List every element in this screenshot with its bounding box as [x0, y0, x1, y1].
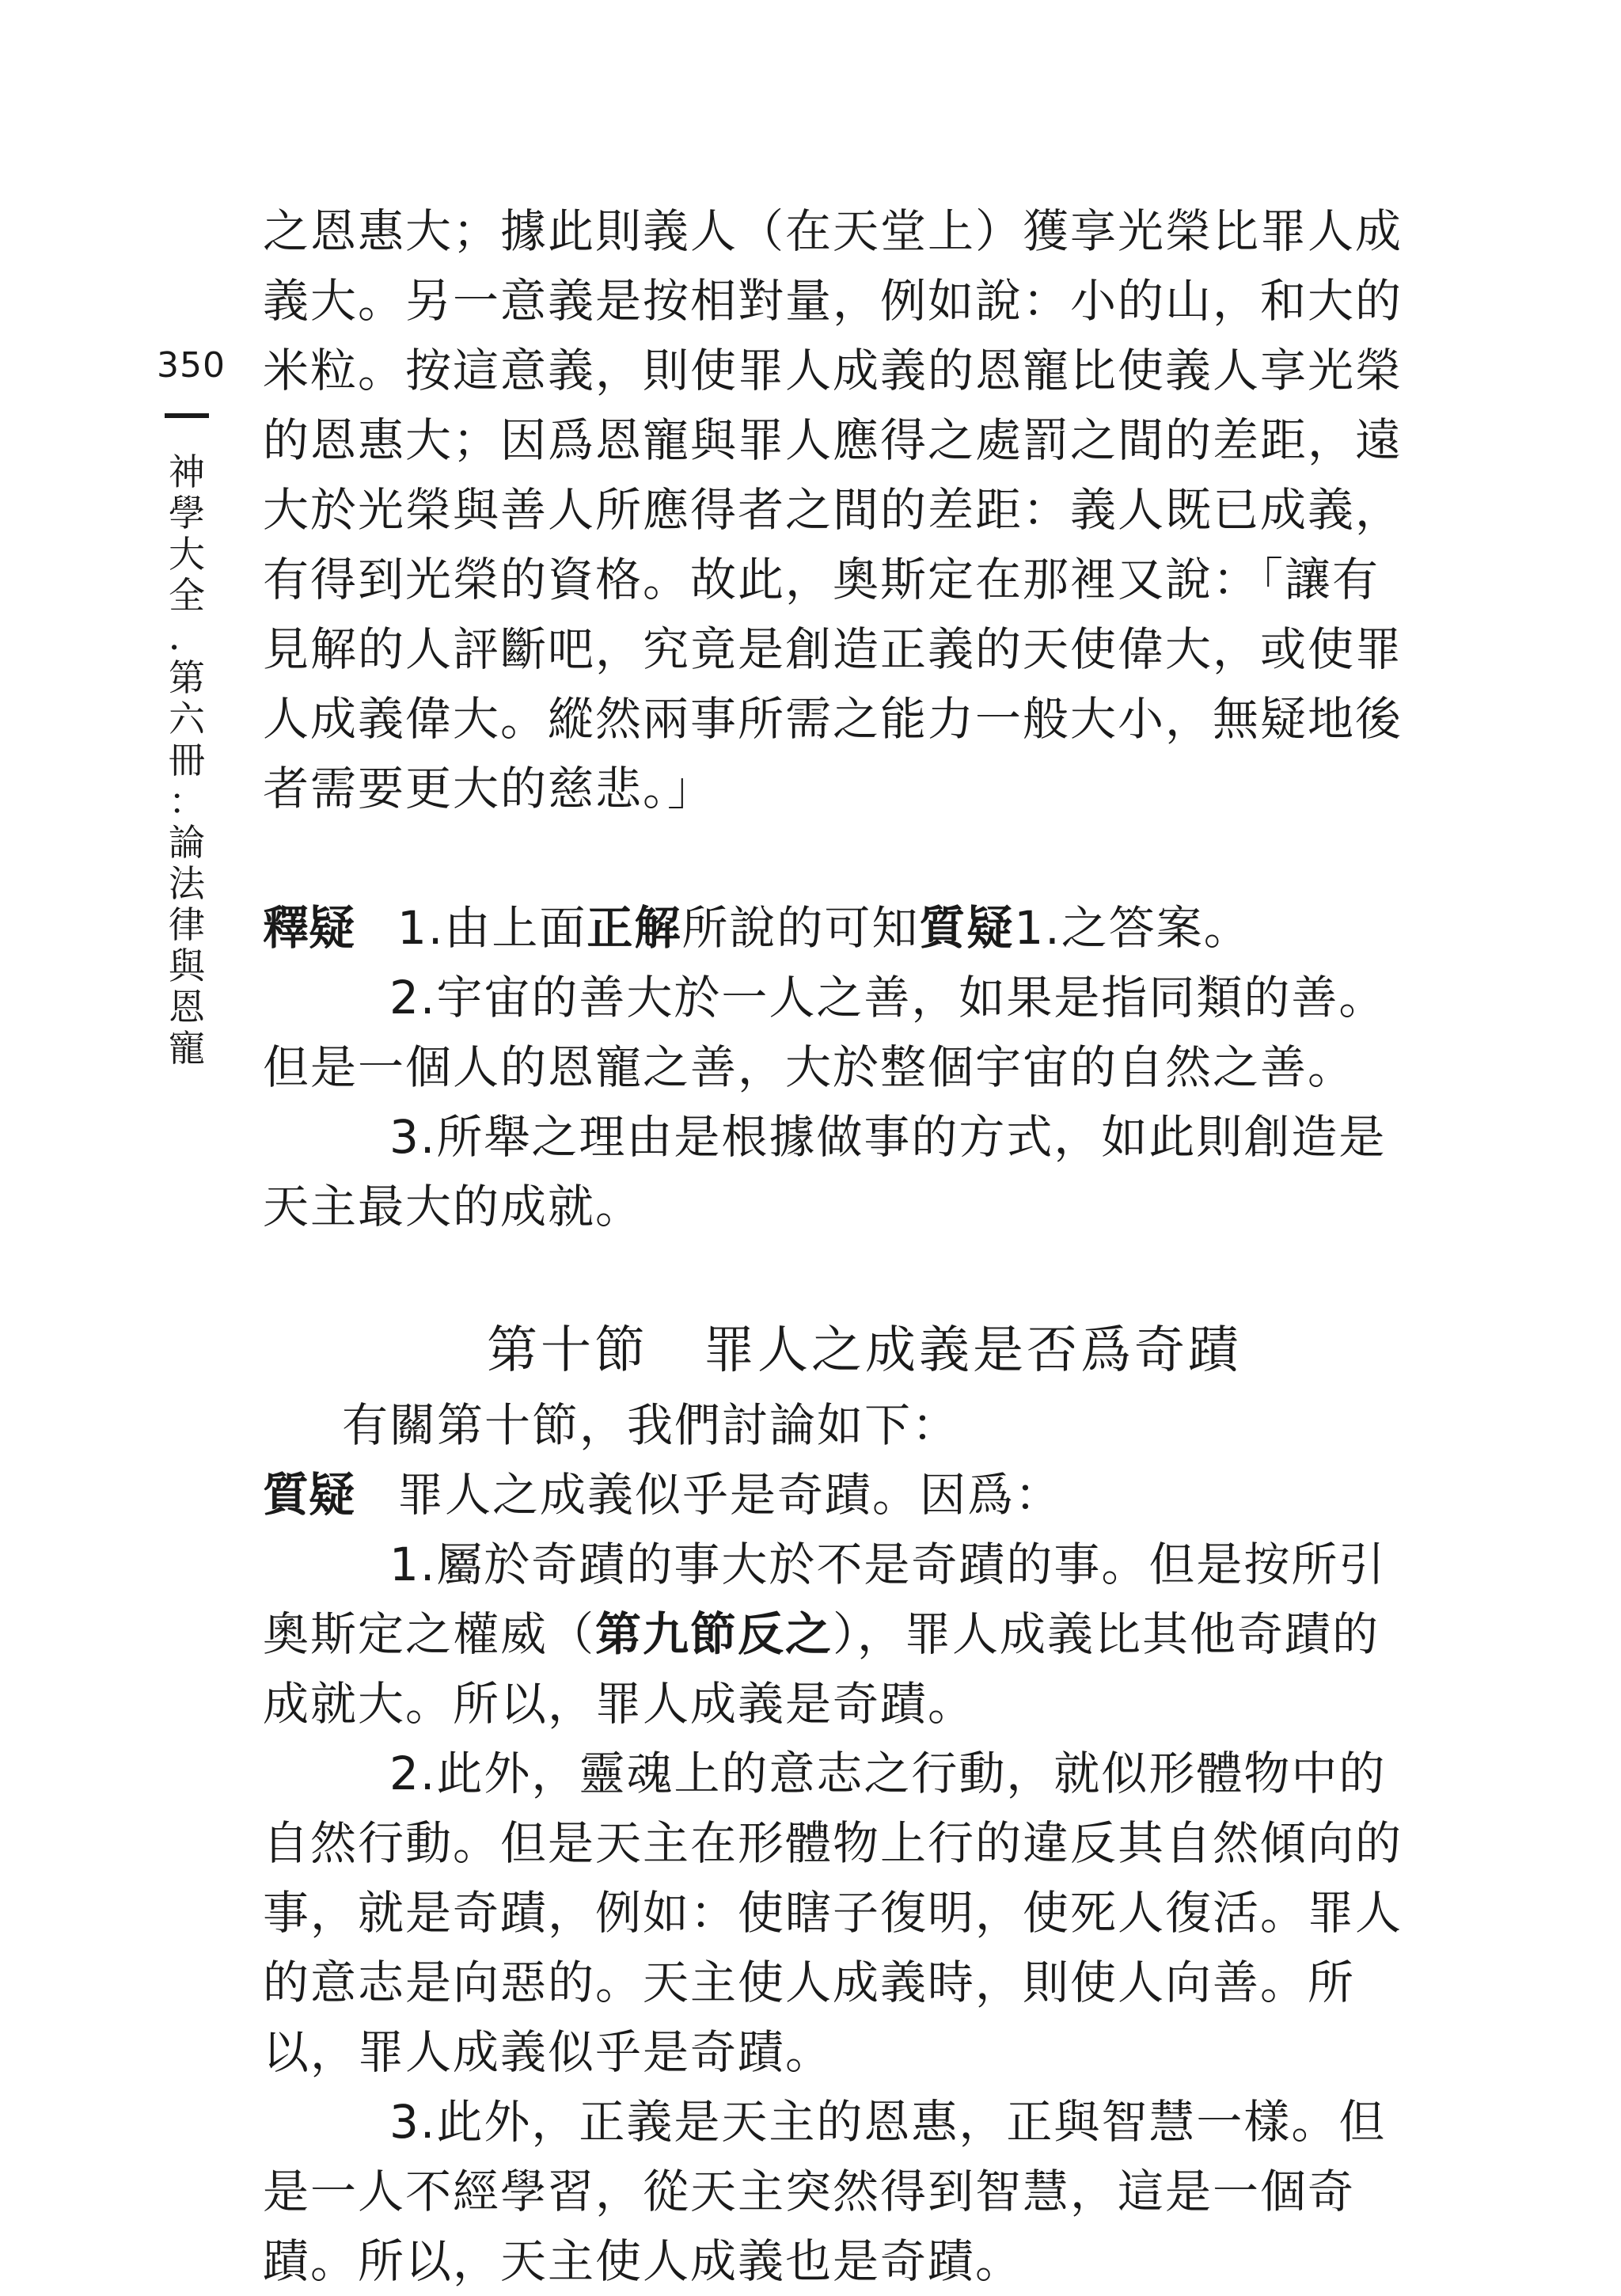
section-number: 第十節: [487, 1321, 648, 1380]
running-header-char: 冊: [169, 739, 205, 781]
paragraph-gap: [263, 823, 1418, 893]
reply-1-ref-bold-2: 質疑: [919, 901, 1015, 955]
running-header-char: 法: [169, 862, 205, 905]
objection-intro-text: 罪人之成義似乎是奇蹟。因爲：: [397, 1468, 1063, 1522]
reply-3: 3.所舉之理由是根據做事的方式，如此則創造是天主最大的成就。: [263, 1110, 1387, 1234]
paragraph-continuation: 之恩惠大；據此則義人（在天堂上）獲享光榮比罪人成義大。另一意義是按相對量，例如說：小的山，和大的米粒。按這意義，則使罪人成義的恩寵比使義人享光榮的恩惠大；因爲恩寵與罪人應得之處罰之間的差距，遠大於光榮與善人所應得者之間的差距：義人既已成義，有得到光榮的資格。故此，奧斯定在那裡又說：「讓有見解的人評斷吧，究竟是創造正義的天使偉大，或使罪人成義偉大。縱然兩事所需之能力一般大小，無疑地後者需要更大的慈悲。」: [263, 204, 1403, 815]
page-number: 350: [157, 345, 226, 386]
reply-label: 釋疑: [263, 901, 355, 955]
objection-3: 3.此外，正義是天主的恩惠，正與智慧一樣。但是一人不經學習，從天主突然得到智慧，這是一個奇蹟。所以，天主使人成義也是奇蹟。: [263, 2095, 1387, 2288]
running-header-char: 六: [169, 698, 205, 740]
running-header: [165, 451, 209, 1069]
running-header-char: 與: [169, 945, 205, 987]
running-header-char: 學: [169, 492, 205, 534]
objection-1: [263, 1530, 1418, 1739]
body-text: [263, 196, 1418, 2296]
running-header-char: ．: [169, 615, 205, 658]
section-heading: [263, 1311, 1418, 1390]
section-title: 罪人之成義是否爲奇蹟: [704, 1321, 1242, 1380]
objection-label: 質疑: [263, 1468, 355, 1522]
reply-1-text-c: 1.之答案。: [1014, 901, 1251, 955]
reply-1-text-a: 1.由上面: [397, 901, 587, 955]
running-header-char: 神: [169, 450, 205, 493]
running-header-char: 論: [169, 821, 205, 864]
objection-1-text-b: ），罪人成義比其他奇蹟的成就大。所以，罪人成義是奇蹟。: [263, 1607, 1380, 1731]
objection-1-ref-bold: 第九節反之: [595, 1607, 833, 1661]
objection-1-text-a: 1.屬於奇蹟的事大於不是奇蹟的事。但是按所引奧斯定之權威（: [263, 1538, 1387, 1661]
running-header-char: 第: [169, 656, 205, 699]
section-gap: [263, 1241, 1418, 1311]
reply-1-ref-bold-1: 正解: [587, 901, 682, 955]
reply-1: [263, 893, 1418, 963]
running-header-char: 全: [169, 574, 205, 617]
reply-1-text-b: 所說的可知: [681, 901, 920, 955]
running-header-char: ：: [169, 780, 205, 823]
reply-2: 2.宇宙的善大於一人之善，如果是指同類的善。但是一個人的恩寵之善，大於整個宇宙的自然之善。: [263, 971, 1387, 1094]
objection-intro: [263, 1460, 1418, 1530]
objection-2: 2.此外，靈魂上的意志之行動，就似形體物中的自然行動。但是天主在形體物上行的違反其自然傾向的事，就是奇蹟，例如：使瞎子復明，使死人復活。罪人的意志是向惡的。天主使人成義時，則使人向善。所以，罪人成義似乎是奇蹟。: [263, 1747, 1403, 2079]
running-header-char: 大: [169, 533, 205, 576]
margin-rule: [165, 413, 209, 418]
section-intro: 有關第十節，我們討論如下：: [342, 1398, 960, 1452]
running-header-char: 寵: [169, 1027, 205, 1070]
running-header-char: 恩: [169, 986, 205, 1028]
running-header-char: 律: [169, 903, 205, 946]
